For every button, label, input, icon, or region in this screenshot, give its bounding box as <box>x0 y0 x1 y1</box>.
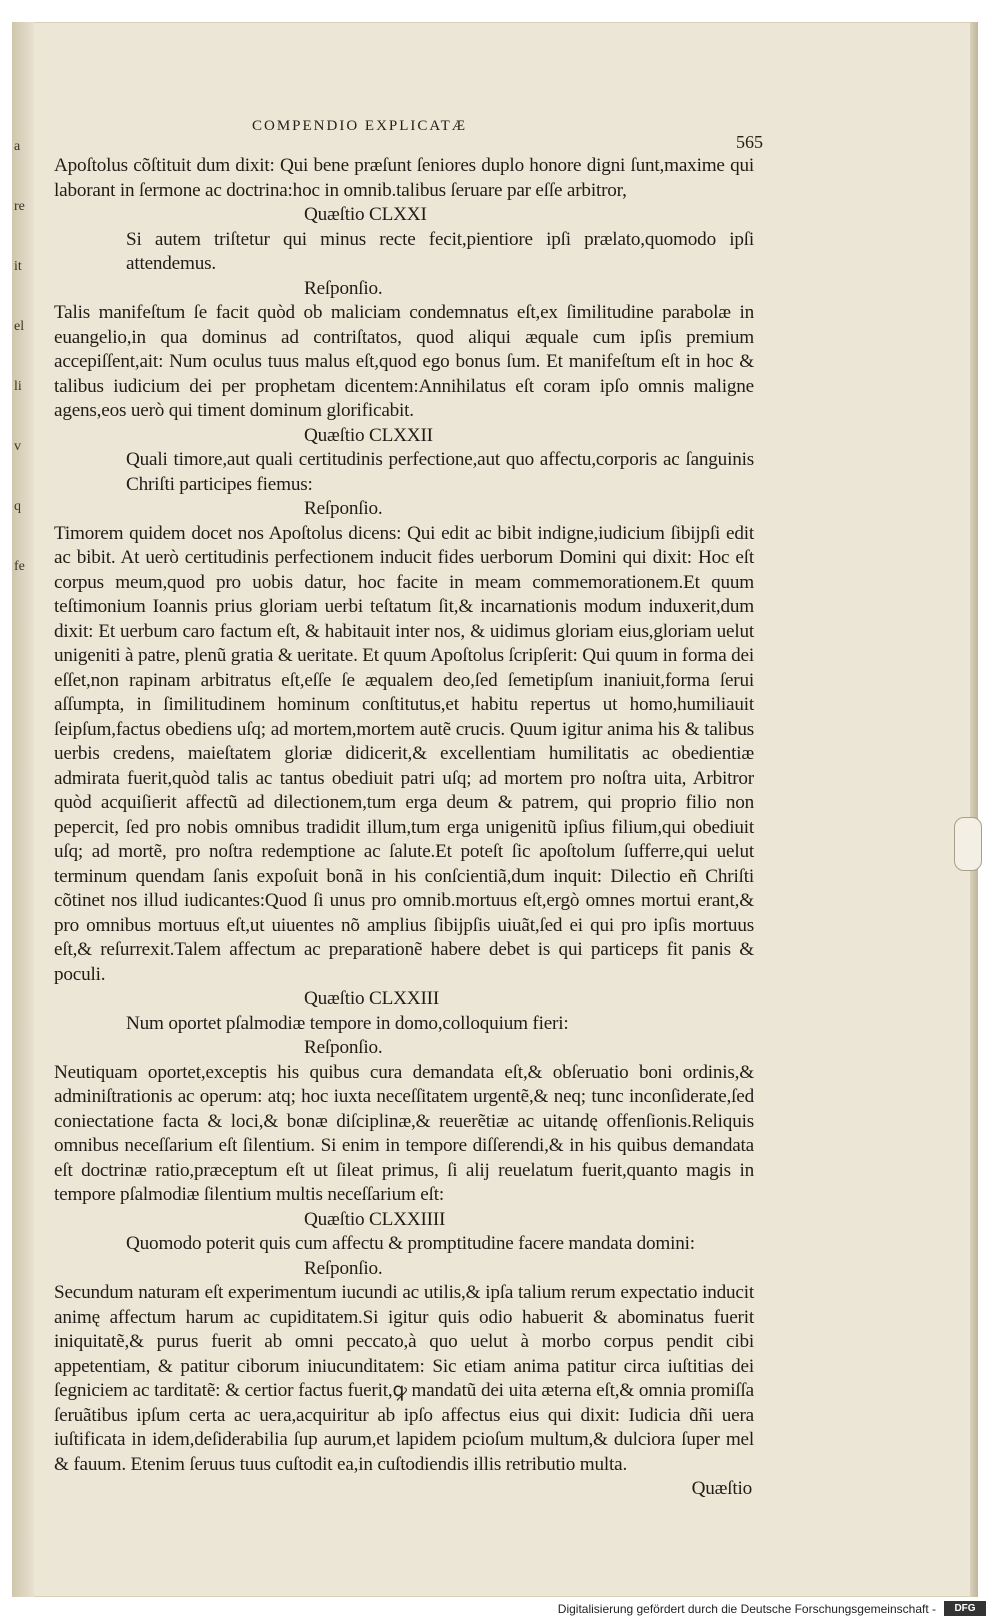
margin-fragment: fe <box>14 559 25 574</box>
page-number: 565 <box>736 132 763 152</box>
catchword: Quæſtio <box>691 1478 752 1499</box>
paragraph: Secundum naturam eſt experimentum iucundi ac utilis,& ipſa talium rerum expectatio inducit animę affectum harum ac cupiditatem.Si igitur quis odio habuerit & abominatus fuerit iniquitatẽ,& purus fuerit ab omni peccato,à quo uelut à morbo corpus pendit cibi appetentiam, & patitur ciborum iniucunditatem: Sic etiam anima patitur circa iuſtitias dei ſegniciem ac tarditatẽ: & certior factus fuerit,ꝙ mandatũ dei uita æterna eſt,& omnia promiſſa ſeruãtibus ipſum certa ac uera,acquiritur ab ipſo affectus eius qui dixit: Iudicia dñi uera iuſtificata in idem,deſiderabilia ſup aurum,et lapidem pcioſum multum,& dulciora ſuper mel & fauum. Etenim ſeruus tuus cuſtodit ea,in cuſtodiendis illis retributio multa. <box>54 1282 754 1475</box>
question-heading: Quæſtio CLXXIIII <box>304 1208 446 1230</box>
page-clip-tab[interactable] <box>954 817 982 871</box>
margin-fragment: li <box>14 379 22 394</box>
question-text: Quali timore,aut quali certitudinis perfectione,aut quo affectu,corporis ac ſanguinis Chriſti participes fiemus: <box>126 449 754 495</box>
running-head: COMPENDIO EXPLICATÆ <box>252 118 468 134</box>
paragraph: Talis manifeſtum ſe facit quòd ob maliciam condemnatus eſt,ex ſimilitudine parabolæ in euangelio,in qua dominus ad contriſtatos, quod aliqui æquale cum ipſis premium accepiſſent,ait: Num oculus tuus malus eſt,quod ego bonus ſum. Et manifeſtum eſt in hoc & talibus iudicium dei per prophetam dicentem:Annihilatus eſt coram ipſo omnis maligne agens,eos uerò qui timent dominum glorificabit. <box>54 302 754 421</box>
book-page <box>12 22 978 1597</box>
question-heading: Quæſtio CLXXIII <box>304 988 440 1009</box>
margin-fragment: q <box>14 499 21 514</box>
left-page-fold <box>12 22 34 1597</box>
response-heading: Reſponſio. <box>304 277 383 299</box>
margin-fragment: a <box>14 139 21 154</box>
response-heading: Reſponſio. <box>304 1037 383 1058</box>
paragraph: Neutiquam oportet,exceptis his quibus cura demandata eſt,& obſeruatio boni ordinis,& adminiſtrationis ac operum: atq; hoc iuxta neceſſitatem urgentẽ,& neq; tunc inconſiderate,ſed coniectatione facta & loci,& bonæ diſciplinæ,& reuerẽtiæ ac uitandę offenſionis.Reliquis omnibus neceſſarium eſt ſilentium. Si enim in tempore diſſerendi,& in his quibus demandata eſt doctrinæ ratio,præceptum eſt ut ſileat primus, ſi alij reuelatum fuerit,quanto magis in tempore pſalmodiæ ſilentium multis neceſſarium eſt: <box>54 1061 754 1205</box>
paragraph: Apoſtolus cõſtituit dum dixit: Qui bene præſunt ſeniores duplo honore digni ſunt,maxime qui laborant in ſermone ac doctrina:hoc in omnib.talibus ſeruare par eſſe arbitror, <box>54 155 754 201</box>
paragraph: Timorem quidem docet nos Apoſtolus dicens: Qui edit ac bibit indigne,iudicium ſibijpſi edit ac bibit. At uerò certitudinis perfectionem inducit fides uerborum Domini qui dixit: Hoc eſt corpus meum,quod pro uobis datur, hoc facite in meam commemorationem.Et quum teſtimonium Ioannis prius gloriam uerbi teſtatum ſit,& incarnationis modum induxerit,dum dixit: Et uerbum caro factum eſt, & habitauit inter nos, & uidimus gloriam eius,gloriam uelut unigeniti à patre, plenũ gratia & ueritate. Et quum Apoſtolus ſcripſerit: Qui quum in forma dei eſſet,non rapinam arbitratus eſt,eſſe ſe æqualem deo,ſed ſemetipſum inaniuit,forma ſerui aſſumpta, in ſimilitudinem hominum conſtitutus,et habitu repertus ut homo,humiliauit ſeipſum,factus obediens uſq; ad mortem,mortem autẽ crucis. Quum igitur anima his & talibus uerbis credens, maieſtatem gloriæ didicerit,& excellentiam humilitatis ac obedientiæ admirata fuerit,quòd talis ac tantus obediuit patri uſq; ad mortem pro noſtra uita, Arbitror quòd acquiſierit affectũ ad dilectionem,tum erga deum & patrem, qui proprio filio non pepercit, ſed pro nobis omnibus tradidit illum,tum erga unigenitũ ipſius filium,qui obediuit uſq; ad mortẽ, pro noſtra redemptione ac ſalute.Et poteſt ſic apoſtolum ſufferre,qui uelut terminum quendam ſanis expoſuit bonã in his conſcientiã,dum inquit: Dilectio eñ Chriſti cõtinet nos illud iudicantes:Quod ſi unus pro omnib.mortuus eſt,ergò omnes mortui erant,& pro omnibus mortuus eſt,ut uiuentes nõ amplius ſibijpſis uiuãt,ſed ei qui pro ipſis mortuus eſt,& reſurrexit.Talem affectum ac preparationẽ habere debet is qui particeps fit panis & poculi. <box>54 522 754 985</box>
margin-fragments <box>14 140 28 620</box>
response-heading: Reſponſio. <box>304 1257 383 1279</box>
margin-fragment: el <box>14 319 25 334</box>
question-heading: Quæſtio CLXXII <box>304 424 433 446</box>
response-heading: Reſponſio. <box>304 498 383 519</box>
margin-fragment: re <box>14 199 25 214</box>
main-text <box>54 154 754 1502</box>
question-text: Num oportet pſalmodiæ tempore in domo,colloquium fieri: <box>126 1012 569 1034</box>
page-right-edge <box>970 22 978 1597</box>
margin-fragment: it <box>14 259 22 274</box>
margin-fragment: v <box>14 439 21 454</box>
question-text: Si autem triſtetur qui minus recte fecit,pientiore ipſi prælato,quomodo ipſi attendemus. <box>126 228 754 274</box>
question-heading: Quæſtio CLXXI <box>304 204 427 225</box>
footer-credit: Digitalisierung gefördert durch die Deutsche Forschungsgemeinschaft - <box>557 1602 936 1616</box>
question-text: Quomodo poterit quis cum affectu & promptitudine facere mandata domini: <box>126 1233 695 1254</box>
dfg-logo-icon: DFG <box>944 1601 986 1616</box>
footer-bar <box>0 1597 1000 1623</box>
